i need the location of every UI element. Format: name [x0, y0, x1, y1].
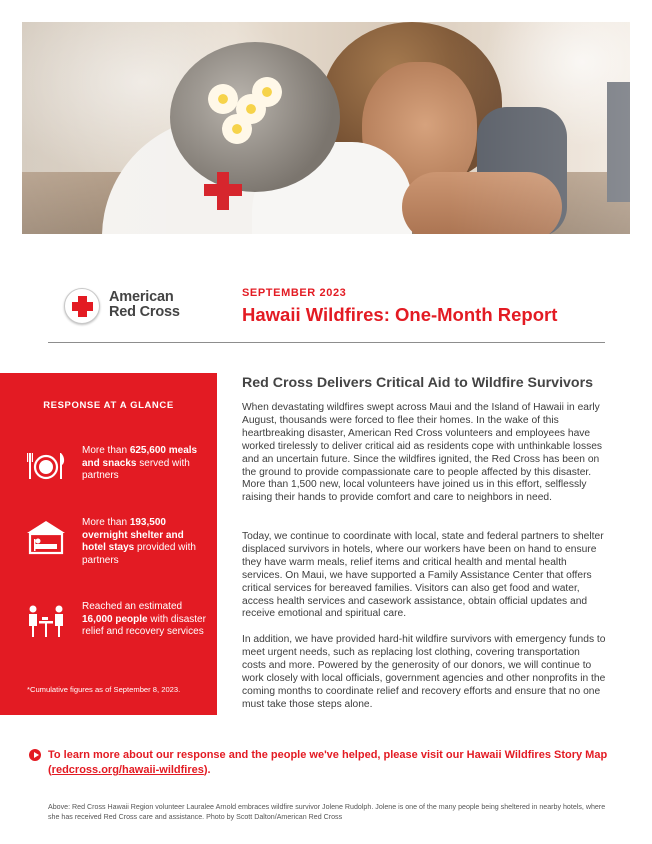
article-heading: Red Cross Delivers Critical Aid to Wildfire Survivors	[242, 375, 593, 391]
article-paragraph: When devastating wildfires swept across Maui and the Island of Hawaii in early August, thousands were forced to flee their homes. In the wake of this heartbreaking disaster, American Red Cross volunteers and employees have worked tirelessly to deliver critical aid as residents cope with unthinkable losses and an uncertain future. Since the wildfires ignited, the Red Cross has been on the ground to provide compassionate care to people affected by this disaster. More than 1,500 new, local volunteers have joined us in this effort, selflessly raising their hands to provide comfort and care to neighbors in need.	[242, 402, 603, 504]
people-meeting-icon	[24, 601, 68, 641]
plate-cutlery-icon	[24, 445, 68, 485]
stat-people-text: Reached an estimated 16,000 people with disaster relief and recovery services	[82, 601, 206, 637]
header-divider	[48, 342, 605, 343]
story-map-link[interactable]: redcross.org/hawaii-wildfires	[51, 764, 204, 776]
shelter-bed-icon	[24, 517, 68, 557]
report-date: SEPTEMBER 2023	[242, 287, 347, 299]
play-arrow-icon	[29, 749, 41, 761]
page-title: Hawaii Wildfires: One-Month Report	[242, 304, 558, 325]
response-sidebar	[0, 373, 217, 715]
photo-overlay	[22, 22, 630, 234]
cta-end: ).	[203, 764, 211, 776]
story-map-cta	[48, 748, 608, 778]
stat-shelter-text: More than 193,500 overnight shelter and hotel stays provided with partners	[82, 517, 196, 566]
article-paragraph: In addition, we have provided hard-hit wildfire survivors with emergency funds to meet urgent needs, such as replacing lost clothing, covering transportation costs and more. Powered by the generosity of our donors, we will continue to work closely with local officials, government agencies and other nonprofits in the coming months to coordinate relief and recovery efforts and ensure that no one must take those steps alone.	[242, 634, 606, 710]
logo-line-1: American	[109, 289, 174, 305]
photo-caption: Above: Red Cross Hawaii Region volunteer Lauralee Arnold embraces wildfire survivor Jolene Rudolph. Jolene is one of the many people being sheltered in nearby hotels, where she has received Red Cross care and assistance. Photo by Scott Dalton/American Red Cross	[48, 803, 606, 821]
logo-line-2: Red Cross	[109, 304, 180, 320]
hero-photo	[22, 22, 630, 234]
stat-meals-text: More than 625,600 meals and snacks served with partners	[82, 445, 198, 481]
logo-wordmark	[109, 290, 180, 320]
sidebar-footnote: *Cumulative figures as of September 8, 2023.	[27, 685, 181, 694]
red-cross-badge-icon	[64, 288, 100, 324]
cta-text: To learn more about our response and the people we've helped, please visit our Hawaii Wildfires Story Map (	[48, 749, 608, 776]
red-cross-logo	[64, 286, 214, 326]
sidebar-heading: RESPONSE AT A GLANCE	[43, 400, 174, 411]
article-paragraph: Today, we continue to coordinate with local, state and federal partners to shelter displaced survivors in hotels, where our workers have been on hand to ensure they have warm meals, relief items and critical health and mental health services. On Maui, we have supported a Family Assistance Center that offers critical services for bereaved families. Visitors can also get food and water, access health services and casework assistance, obtain official updates and receive emotional and spiritual care.	[242, 531, 604, 620]
